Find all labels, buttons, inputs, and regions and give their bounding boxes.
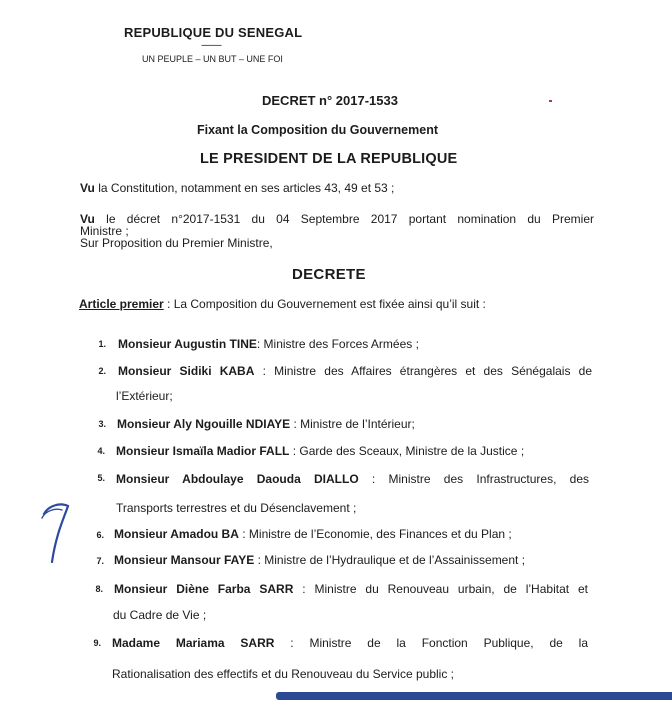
vu-constitution [80,181,394,195]
list-item [112,636,588,650]
list-number: 6. [96,530,104,540]
list-item [118,364,592,378]
vu-decree-line1 [80,212,594,226]
minister-name: Monsieur Augustin TINE [118,337,257,351]
minister-role-cont: Rationalisation des effectifs et du Renouveau du Service public ; [112,667,454,681]
minister-role: : Ministre de l’Economie, des Finances et du Plan ; [238,527,512,541]
list-item [117,417,415,431]
decrete-heading: DECRETE [292,266,366,283]
minister-role: : Ministre des Forces Armées ; [256,337,419,351]
list-item [116,472,589,486]
list-number: 5. [97,473,105,483]
vu-decree-line2: Ministre ; [80,224,129,238]
minister-name: Monsieur Abdoulaye Daouda DIALLO [116,472,359,486]
list-item [116,444,524,458]
handwritten-margin-mark-icon [38,498,78,568]
list-item [114,582,588,596]
article-label: Article premier [79,297,164,311]
minister-role-cont: du Cadre de Vie ; [113,608,207,622]
minister-role: : Ministre des Affaires étrangères et des Sénégalais de [254,364,592,378]
minister-role: : Garde des Sceaux, Ministre de la Justice ; [289,444,525,458]
article-text: : La Composition du Gouvernement est fixée ainsi qu’il suit : [163,297,486,311]
list-item [118,337,419,351]
list-number: 4. [97,446,105,456]
minister-name: Monsieur Aly Ngouille NDIAYE [117,417,291,431]
minister-name: Monsieur Mansour FAYE [114,553,255,567]
minister-role: : Ministre de la Fonction Publique, de la [274,636,588,650]
heading-separator: ---------- [201,40,221,50]
vu-constitution-text: la Constitution, notamment en ses articles 43, 49 et 53 ; [94,181,395,195]
minister-role: : Ministre de l’Intérieur; [290,417,415,431]
decree-authority: LE PRESIDENT DE LA REPUBLIQUE [200,151,458,167]
minister-role-cont: Transports terrestres et du Désenclavement ; [116,501,357,515]
list-number: 9. [93,638,101,648]
list-number: 7. [96,556,104,566]
minister-role: : Ministre des Infrastructures, des [358,472,590,486]
list-number: 3. [98,419,106,429]
proposal-line: Sur Proposition du Premier Ministre, [80,236,273,250]
list-item [114,553,525,567]
list-number: 8. [95,584,103,594]
decree-subject: Fixant la Composition du Gouvernement [197,123,438,137]
minister-role: : Ministre de l’Hydraulique et de l’Assainissement ; [254,553,526,567]
minister-name: Monsieur Sidiki KABA [118,364,255,378]
minister-name: Monsieur Diène Farba SARR [114,582,294,596]
list-number: 1. [98,339,106,349]
republic-heading: REPUBLIQUE DU SENEGAL [124,25,303,40]
vu-label: Vu [80,181,95,195]
decree-number: DECRET n° 2017-1533 [262,93,398,108]
minister-name: Madame Mariama SARR [112,636,275,650]
minister-name: Monsieur Amadou BA [114,527,239,541]
minister-role-cont: l’Extérieur; [116,389,173,403]
vu-label: Vu [80,212,95,226]
minister-role: : Ministre du Renouveau urbain, de l’Habitat et [293,582,588,596]
list-number: 2. [98,366,106,376]
vu-decree-text: le décret n°2017-1531 du 04 Septembre 2017 portant nomination du Premier [94,212,594,226]
national-motto: UN PEUPLE – UN BUT – UNE FOI [142,54,283,64]
list-item [114,527,512,541]
minister-name: Monsieur Ismaïla Madior FALL [116,444,290,458]
ink-dot [549,100,552,102]
article-premier [79,297,486,311]
scan-bottom-edge [276,692,672,700]
